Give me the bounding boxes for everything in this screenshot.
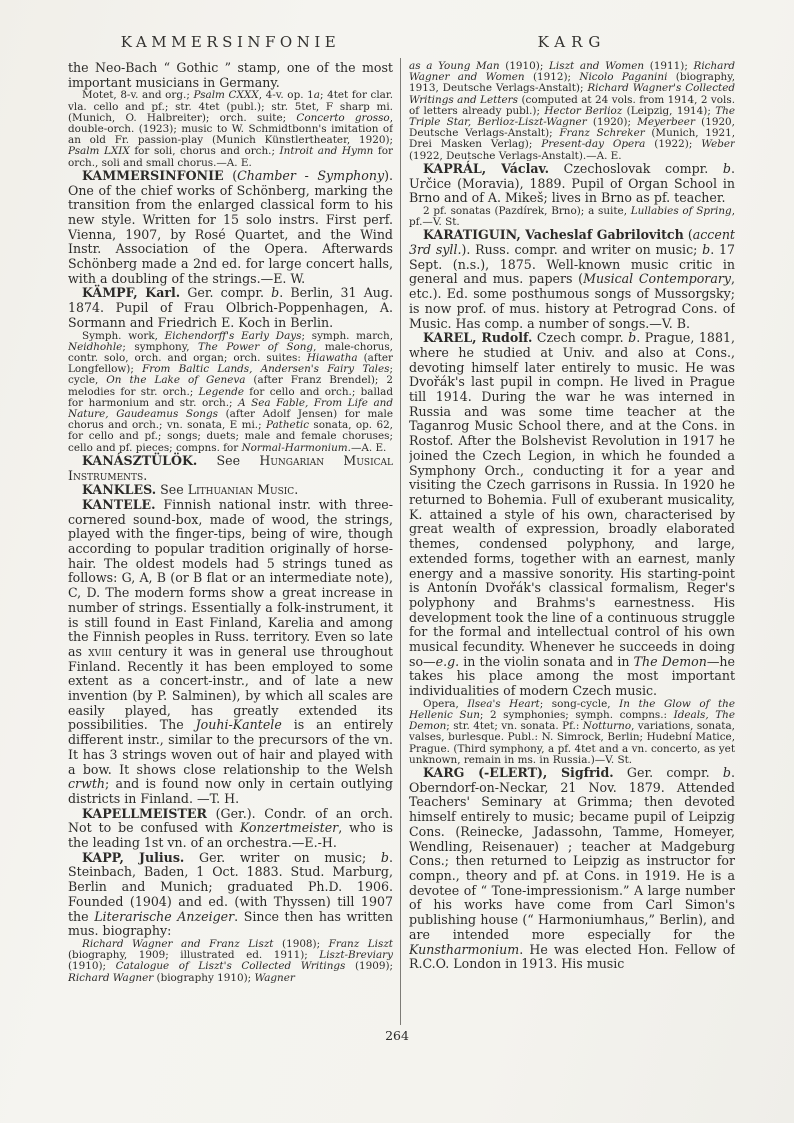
text-run: (1922, Deutsche Verlags-Anstalt).—A. E. bbox=[409, 149, 622, 162]
entry-karg-elert bbox=[409, 766, 735, 972]
text-run: Chamber - Symphony bbox=[237, 167, 385, 183]
text-run: . bbox=[294, 482, 299, 498]
text-run: sonata, op. 62, for cello and pf.; songs; duets; male and female choruses; cello and pf. pieces; compns. for bbox=[68, 419, 393, 454]
text-run: T. H. bbox=[209, 790, 240, 806]
text-run: for cello and orch.; ballad for harmonium and str. orch.; bbox=[68, 385, 393, 409]
kaempf-works-list-fine-print bbox=[68, 331, 393, 454]
text-run: (biography, 1909; illustrated ed. 1911); bbox=[68, 949, 320, 962]
text-run: Richard Wagner and Franz Liszt bbox=[82, 938, 274, 950]
text-run: (Leipzig, 1914); bbox=[622, 104, 716, 117]
text-run: ( bbox=[683, 227, 693, 243]
text-run: Legende bbox=[198, 385, 244, 398]
text-run: Kunstharmonium bbox=[409, 941, 520, 957]
text-run: KAPRÁL, Václav. bbox=[423, 160, 549, 176]
text-run: Weber bbox=[701, 138, 735, 151]
text-run: Ideals, The Demon bbox=[409, 709, 735, 733]
text-run: (1910); bbox=[499, 61, 550, 72]
text-run: Richard Wagner and Women bbox=[409, 61, 735, 84]
left-column bbox=[68, 61, 393, 1023]
text-run: . bbox=[143, 467, 148, 483]
text-run: Richard Wagner's Collected Writings and Letters bbox=[409, 82, 735, 106]
text-run: ; and is found now only in certain outlying districts in Finland. — bbox=[68, 776, 393, 806]
text-run: Konzertmeister bbox=[239, 820, 339, 836]
column-divider-rule bbox=[400, 58, 401, 1025]
text-run: Liszt and Women bbox=[549, 61, 645, 72]
entry-kanasztulok bbox=[68, 454, 393, 483]
text-run: Hector Berlioz bbox=[544, 104, 623, 117]
text-run: KAPELLMEISTER bbox=[82, 805, 207, 821]
kapral-works-list-fine-print bbox=[409, 206, 735, 228]
text-run: Concerto grosso bbox=[296, 111, 390, 124]
entry-kantele bbox=[68, 498, 393, 807]
text-run: , 4-v. op. 1 bbox=[258, 89, 314, 102]
text-run: (after Longfellow); bbox=[68, 351, 393, 376]
text-run: b bbox=[271, 285, 280, 301]
running-head-left: KAMMERSINFONIE bbox=[120, 33, 341, 51]
text-run: KARG (-ELERT), Sigfrid. bbox=[423, 765, 614, 781]
text-run: b bbox=[628, 330, 637, 346]
text-run: Catalogue of Liszt's Collected Writings bbox=[115, 960, 346, 973]
text-run: ). Russ. compr. and writer on music; bbox=[461, 242, 703, 258]
text-run: (Ger.). Condr. of an orch. Not to be confused with bbox=[68, 805, 393, 836]
text-run: Musical Contemporary bbox=[583, 271, 731, 287]
text-run: Richard Wagner bbox=[68, 971, 154, 984]
text-run: , etc.). Ed. some posthumous songs of Mussorgsky; is now prof. of mus. history at Petrograd Cons. of Music. Has comp. a number of songs.— bbox=[409, 271, 735, 331]
text-run: ; cycle, bbox=[68, 363, 393, 387]
entry-kammersinfonie bbox=[68, 169, 393, 287]
text-run: b bbox=[722, 160, 731, 176]
text-run: ; song-cycle, bbox=[539, 697, 620, 710]
text-run: V. B. bbox=[661, 315, 691, 331]
text-run: , double-orch. (1923); music to W. Schmidtbonn's imitation of an old Fr. passion-play (Munich Künstlertheater, 1920); bbox=[68, 111, 393, 147]
text-run: . Berlin, 31 Aug. 1874. Pupil of Frau Olbrich-Poppenhagen, A. Sormann and Friedrich E. Koch in Berlin. bbox=[68, 285, 393, 330]
text-run: (after Franz Brendel); 2 melodies for str. orch.; bbox=[68, 374, 393, 398]
text-run: , who is the leading 1st vn. of an orchestra.— bbox=[68, 820, 393, 851]
text-run: is an entirely different instr., similar to the precursors of the vn. It has 3 strings woven out of hair and played with a bow. It shows close relationship to the Welsh bbox=[68, 717, 393, 777]
text-run: Notturno bbox=[582, 720, 632, 733]
text-run: , male-chorus, contr. solo, orch. and organ; orch. suites: bbox=[68, 340, 393, 364]
text-run: ; 2 symphonies; symph. compns.: bbox=[479, 709, 674, 722]
text-run: for soli, chorus and orch.; bbox=[129, 145, 280, 158]
text-run: KARATIGUIN, Vacheslaf Gabrilovitch bbox=[423, 227, 684, 243]
text-run: Symph. work, bbox=[82, 329, 165, 342]
text-run: Czech compr. bbox=[532, 330, 629, 346]
text-run: (biography 1910); bbox=[153, 971, 255, 984]
entry-kapp bbox=[68, 851, 393, 939]
text-run: Normal-Harmonium bbox=[241, 441, 348, 454]
text-run: . Určice (Moravia), 1889. Pupil of Organ School in Brno and of A. Mikeš; lives in Brno as pf. teacher. bbox=[409, 160, 735, 206]
works-list-fine-print bbox=[68, 90, 393, 168]
text-run: Ger. compr. bbox=[613, 765, 723, 781]
text-run: E. W. bbox=[273, 270, 306, 286]
text-run: Literarische Anzeiger bbox=[94, 908, 235, 924]
entry-kaempf bbox=[68, 286, 393, 330]
text-run: ; symphony, bbox=[122, 340, 199, 353]
text-run: KANKLES. bbox=[82, 482, 157, 498]
text-run: See bbox=[197, 452, 260, 468]
text-run: b bbox=[380, 849, 389, 865]
entry-karel bbox=[409, 331, 735, 699]
text-run: ( bbox=[223, 167, 238, 183]
text-run: Neidhohle bbox=[68, 340, 123, 353]
text-run: (1922); bbox=[645, 138, 702, 151]
text-run: KAREL, Rudolf. bbox=[423, 330, 533, 346]
text-run: Liszt-Breviary bbox=[319, 949, 393, 962]
text-run: (1908); bbox=[273, 938, 329, 950]
text-run: Psalm LXIX bbox=[68, 145, 130, 158]
text-run: (1911); bbox=[644, 61, 694, 72]
text-run: ; str. 4tet; vn. sonata. Pf.: bbox=[446, 720, 583, 733]
text-run: The Demon bbox=[633, 653, 707, 669]
text-run: —he takes his place among the most important individualities of modern Czech music. bbox=[409, 653, 735, 699]
running-head-right: KARG bbox=[537, 33, 607, 51]
text-run: The Triple Star, Berlioz-Liszt-Wagner bbox=[409, 104, 735, 129]
text-run: . He was elected Hon. Fellow of R.C.O. London in 1913. His music bbox=[409, 941, 735, 972]
right-column bbox=[409, 61, 735, 1023]
text-run: . Prague, 1881, where he studied at Univ. and also at Cons., devoting himself later entirely to music. He was Dvořák's last pupil in compn. He lived in Prague till 1914. During the war he was interned in Russia and was some time teacher at the Taganrog Music School there, and at the Cons. in Rostof. After the Bolshevist Revolution in 1917 he joined the Czech Legion, in which he founded a Symphony Orch., conducting it for a year and visiting the Czech garrisons in Russia. In 1920 he returned to Bohemia. Full of exuberant musicality, K. attained a style of his own, characterised by great wealth of expression, broadly elaborated themes, condensed polyphony, and large, extended forms, together with an earnest, manly energy and a massive sonority. His starting-point is Antonín Dvořák's classical formalism, Reger's polyphony and Brahms's earnestness. His development took the line of a continuous struggle for the formal and intellectual control of his own musical fecundity. Whenever he succeeds in doing so— bbox=[409, 330, 735, 669]
text-run: Pathetic bbox=[265, 419, 310, 432]
text-run: accent 3rd syll. bbox=[409, 227, 735, 258]
entry-kapellmeister bbox=[68, 807, 393, 851]
text-run: in the violin sonata and in bbox=[459, 653, 634, 669]
text-run: KANTELE. bbox=[82, 496, 156, 512]
text-run: Franz Liszt bbox=[328, 938, 393, 950]
text-run: A Sea Fable, From Life and Nature, Gaudeamus Songs bbox=[68, 396, 393, 420]
text-run: (1920); bbox=[586, 116, 638, 129]
text-run: Wagner bbox=[254, 971, 295, 984]
text-run: Meyerbeer bbox=[637, 116, 695, 129]
text-run: (Munich, 1921, Drei Masken Verlag); bbox=[409, 127, 735, 151]
text-run: Lithuanian Music bbox=[187, 482, 295, 498]
text-run: Lullabies of Spring bbox=[630, 204, 732, 217]
text-run: crwth bbox=[68, 776, 106, 792]
text-run: Hiawatha bbox=[306, 351, 358, 364]
karel-works-list-fine-print bbox=[409, 699, 735, 766]
text-run: Finnish national instr. with three-cornered sound-box, made of wood, the strings, played with the finger-tips, being of wire, though according to popular tradition originally of horse-hair. The oldest models had 5 strings tuned as follows: G, A, B (or B flat or an intermediate note), C, D. The modern forms show a great increase in number of strings. Essentially a folk-instrument, it is still found in East Finland, Karelia and among the Finnish peoples in Russ. territory. Even so late as bbox=[68, 496, 393, 659]
text-run: Ger. compr. bbox=[180, 285, 272, 301]
entry-kankles bbox=[68, 483, 393, 498]
text-run: Eichendorff's Early Days bbox=[164, 329, 302, 342]
text-run: Nicolo Paganini bbox=[579, 71, 668, 84]
text-run: Motet, 8-v. and org.; bbox=[82, 89, 194, 102]
text-run: century it was in general use throughout Finland. Recently it has been employed to some extent as a concert-instr., and of late a new invention (by P. Salminen), by which all scales are easily played, has greatly extended its possibilities. The bbox=[68, 643, 393, 733]
text-run: Czechoslovak compr. bbox=[548, 160, 723, 176]
text-run: KAMMERSINFONIE bbox=[82, 167, 224, 183]
text-run: Jouhi-Kantele bbox=[195, 717, 282, 733]
text-run: b bbox=[722, 765, 731, 781]
text-run: Opera, bbox=[423, 697, 468, 710]
text-run: . Steinbach, Baden, 1 Oct. 1883. Stud. Marburg, Berlin and Munich; graduated Ph.D. 1906. Founded (1904) and ed. (with Thyssen) till 1907 the bbox=[68, 849, 393, 924]
page-number: 264 bbox=[385, 1028, 409, 1043]
text-run: (computed at 24 vols. from 1914, 2 vols. of letters already publ.); bbox=[409, 93, 735, 117]
text-run: (1912); bbox=[524, 71, 580, 84]
entry-kapral bbox=[409, 162, 735, 206]
text-run: (biography, 1913, Deutsche Verlags-Anstalt); bbox=[409, 71, 735, 95]
text-run: Present-day Opera bbox=[541, 138, 646, 151]
text-run: a bbox=[313, 89, 320, 102]
kapp-biography-continued-fine-print bbox=[409, 61, 735, 162]
continued-paragraph-neo-bach bbox=[68, 61, 393, 90]
text-run: (1909); bbox=[345, 960, 393, 973]
text-run: b bbox=[702, 242, 711, 258]
text-run: Hungarian Musical Instruments bbox=[68, 452, 393, 483]
text-run: (1920, Deutsche Verlags-Anstalt); bbox=[409, 116, 735, 140]
text-run: . Oberndorf-on-Neckar, 21 Nov. 1879. Attended Teachers' Seminary at Grimma; then devoted himself entirely to music; became pupil of Leipzig Cons. (Reinecke, Jadassohn, Tamme, Homeyer, Wendling, Reisenauer) ; teacher at Madgeburg Cons.; then returned to Leipzig as instructor for compn., theory and pf. at Cons. in 1919. He is a devotee of “ Tone-impressionism.” A large number of his works have come from Carl Simon's publishing house (“ Harmoniumhaus,” Berlin), and are intended more especially for the bbox=[409, 765, 735, 942]
text-run: KAPP, Julius. bbox=[82, 849, 185, 865]
text-run: On the Lake of Geneva bbox=[106, 374, 246, 387]
kapp-biography-list-fine-print bbox=[68, 939, 393, 984]
text-run: , variations, sonata, valses, burlesque. Publ.: N. Simrock, Berlin; Hudební Matice, Prague. (Third symphony, a pf. 4tet and a vn. concerto, as yet unknown, remain in ms. in Russia.)—V. St. bbox=[409, 720, 735, 766]
text-run: E.-H. bbox=[304, 835, 337, 851]
text-run: The Power of Song bbox=[198, 340, 314, 353]
text-run: . 17 Sept. (n.s.), 1875. Well-known music critic in general and mus. papers ( bbox=[409, 242, 735, 287]
text-run: .—A. E. bbox=[347, 441, 387, 454]
text-run: the Neo-Bach “ Gothic ” stamp, one of the most important musicians in Germany. bbox=[68, 61, 393, 90]
entry-karatiguin bbox=[409, 228, 735, 331]
text-run: xviii bbox=[88, 643, 112, 659]
text-run: Psalm CXXX bbox=[193, 89, 259, 102]
text-run: . Since then has written mus. biography: bbox=[68, 908, 393, 939]
text-run: (after Adolf Jensen) for male chorus and orch.; vn. sonata, E mi.; bbox=[68, 407, 393, 432]
text-run: ; symph. march, bbox=[301, 329, 393, 342]
text-run: ; 4tet for clar. vla. cello and pf.; str. 4tet (publ.); str. 5tet, F sharp mi. (Munich, O. Halbreiter); orch. suite; bbox=[68, 89, 393, 124]
text-run: Ilsea's Heart bbox=[467, 697, 540, 710]
text-run: KÄMPF, Karl. bbox=[82, 285, 181, 301]
text-run: KANÁSZTÜLÖK. bbox=[82, 452, 198, 468]
text-run: e.g. bbox=[435, 653, 460, 669]
text-run: From Baltic Lands, Andersen's Fairy Tales bbox=[142, 363, 390, 376]
text-run: Franz Schreker bbox=[559, 127, 645, 140]
text-run: ). One of the chief works of Schönberg, marking the transition from the enlarged classical form to his new style. Written for 15 solo instrs. First perf. Vienna, 1907, by Rosé Quartet, and the Wind Instr. Association of the Opera. Afterwards Schönberg made a 2nd ed. for large concert halls, with a doubling of the strings.— bbox=[68, 167, 393, 286]
text-run: Introit and Hymn bbox=[279, 145, 374, 158]
text-run: for orch., soli and small chorus.—A. E. bbox=[68, 145, 393, 169]
text-run: (1910); bbox=[68, 960, 116, 973]
text-run: See bbox=[156, 482, 188, 498]
text-run: as a Young Man bbox=[409, 61, 500, 72]
text-run: , pf.—V. St. bbox=[409, 204, 735, 229]
text-run: In the Glow of the Hellenic Sun bbox=[409, 697, 735, 722]
text-run: 2 pf. sonatas (Pazdírek, Brno); a suite, bbox=[423, 204, 631, 217]
text-run: Ger. writer on music; bbox=[184, 849, 381, 865]
